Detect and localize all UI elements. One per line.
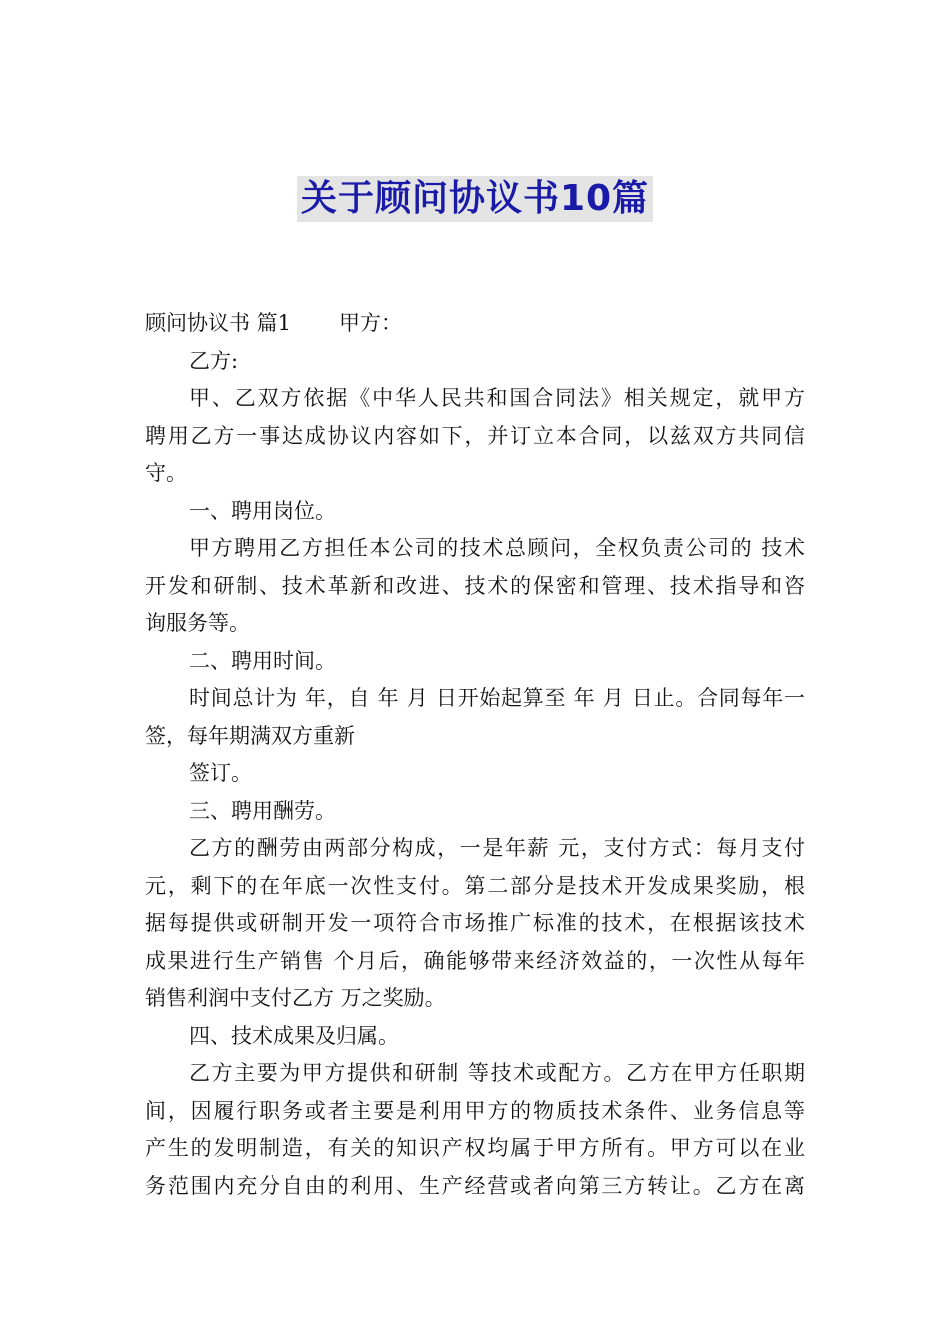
paragraph-lines [145,343,805,1206]
text-line: 乙方主要为甲方提供和研制 等技术或配方。乙方在甲方任职期 [189,1061,805,1085]
text-line: 乙方: [189,348,239,373]
document-title: 关于顾问协议书10篇 [297,176,653,222]
heading-line [145,305,805,343]
text-line: 乙方的酬劳由两部分构成，一是年薪 元，支付方式：每月支付 [189,836,805,860]
text-line: 产生的发明制造，有关的知识产权均属于甲方所有。甲方可以在业 [145,1136,805,1160]
text-line: 签，每年期满双方重新 [145,723,355,748]
text-line: 开发和研制、技术革新和改进、技术的保密和管理、技术指导和咨 [145,573,805,598]
text-line: 销售利润中支付乙方 万之奖励。 [145,986,446,1010]
text-line: 元，剩下的在年底一次性支付。第二部分是技术开发成果奖励，根 [145,873,805,898]
party-a-label: 甲方： [339,311,403,335]
text-line: 守。 [145,461,187,485]
text-line: 甲、乙双方依据《中华人民共和国合同法》相关规定，就甲方 [189,386,805,410]
text-line: 三、聘用酬劳。 [189,798,336,823]
section-label: 顾问协议书 篇1 [145,311,292,335]
text-line: 成果进行生产销售 个月后，确能够带来经济效益的，一次性从每年 [145,948,805,973]
text-line: 询服务等。 [145,611,250,635]
text-line: 四、技术成果及归属。 [189,1023,399,1048]
title-container [0,176,950,222]
text-line: 聘用乙方一事达成协议内容如下，并订立本合同，以兹双方共同信 [145,423,805,448]
text-line: 务范围内充分自由的利用、生产经营或者向第三方转让。乙方在离 [145,1173,805,1198]
document-body [145,305,805,1205]
text-line: 二、聘用时间。 [189,648,336,673]
text-line: 时间总计为 年，自 年 月 日开始起算至 年 月 日止。合同每年一 [189,686,805,710]
text-line: 甲方聘用乙方担任本公司的技术总顾问，全权负责公司的 技术 [189,536,805,560]
text-line: 据每提供或研制开发一项符合市场推广标准的技术，在根据该技术 [145,911,805,935]
text-line: 一、聘用岗位。 [189,498,336,523]
text-line: 签订。 [189,761,252,785]
text-line: 间，因履行职务或者主要是利用甲方的物质技术条件、业务信息等 [145,1098,805,1123]
